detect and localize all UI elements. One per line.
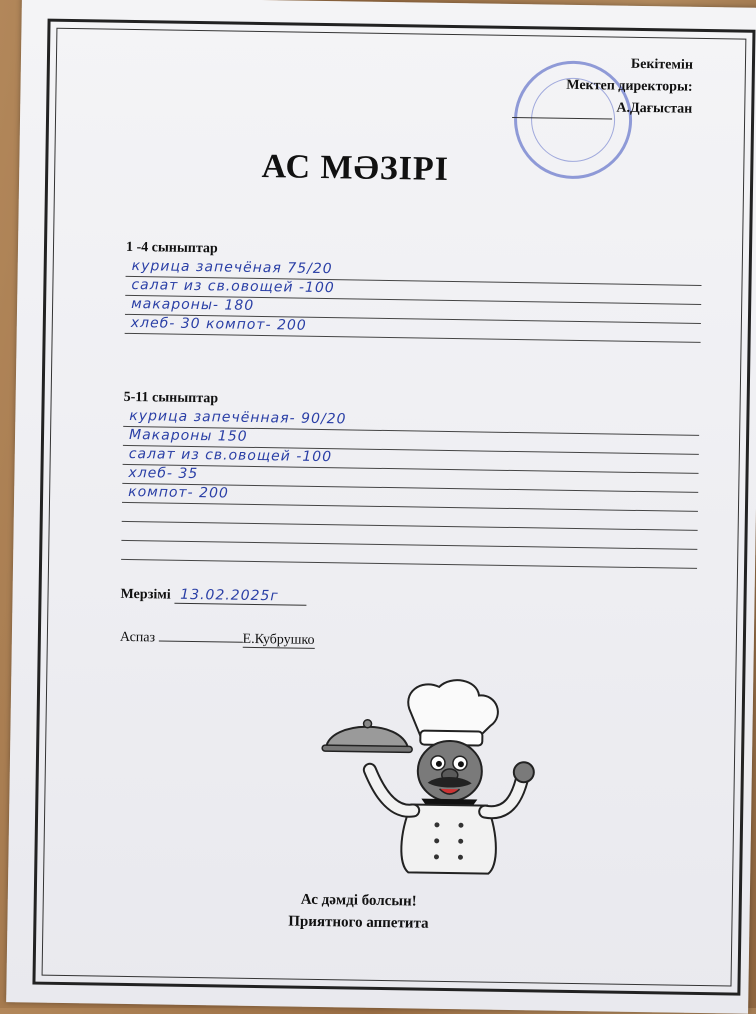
cook-row [120,628,315,649]
list-item: макароны- 180 [125,296,701,324]
date-row [120,586,306,606]
approval-heading: Бекітемін [630,56,694,73]
date-label: Мерзімі [120,586,171,603]
list-item: Макароны 150 [123,427,699,455]
chef-illustration-icon [298,673,551,877]
cook-label: Аспаз [119,629,156,646]
wish-russian: Приятного аппетита [288,913,429,932]
list-item: курица запечённая- 90/20 [123,408,699,436]
cook-name: Е.Кубрушко [242,631,315,648]
list-item: курица запечёная 75/20 [126,258,702,286]
group-1-4-list [125,258,702,343]
list-item: компот- 200 [122,484,698,512]
approval-block [512,52,693,121]
page-title: АС МӘЗІРІ [261,148,450,188]
menu-sheet [6,0,756,1014]
cook-signature-icon [159,628,243,642]
list-item: салат из св.овощей -100 [125,277,701,305]
director-signature-icon [512,105,612,120]
director-name: А.Дағыстан [616,100,693,117]
wish-kazakh: Ас дәмді болсын! [300,891,417,910]
approval-position: Мектеп директоры: [566,77,693,95]
date-value: 13.02.2025г [174,587,306,606]
group-label-1-4: 1 -4 сыныптар [125,239,218,257]
list-item: салат из св.овощей -100 [123,446,699,474]
group-label-5-11: 5-11 сыныптар [123,389,219,407]
list-item: хлеб- 35 [122,465,698,493]
group-5-11-list [121,408,699,569]
list-item: хлеб- 30 компот- 200 [125,315,701,343]
